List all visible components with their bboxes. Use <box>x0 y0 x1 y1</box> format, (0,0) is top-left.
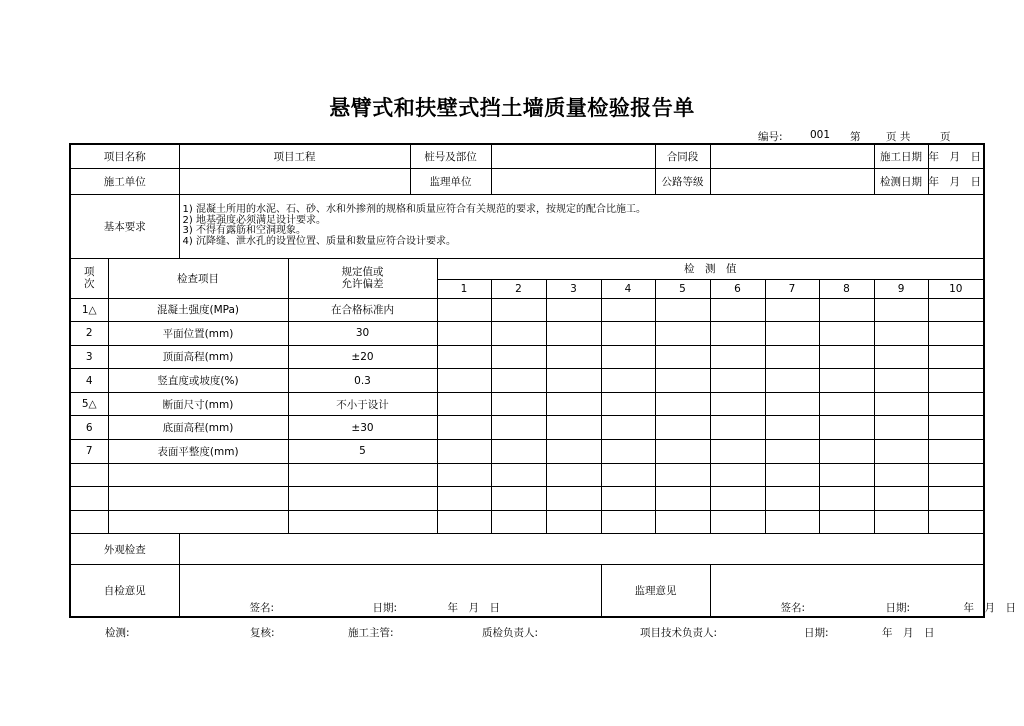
table-row <box>70 487 984 511</box>
measured-value-cell[interactable] <box>819 440 874 464</box>
tolerance-cell: 不小于设计 <box>288 392 437 416</box>
measured-value-cell[interactable] <box>874 463 928 487</box>
measured-value-cell[interactable] <box>710 487 765 511</box>
tolerance-cell <box>288 487 437 511</box>
measured-value-cell[interactable] <box>491 345 546 369</box>
self-check-label: 自检意见 <box>70 565 179 617</box>
item-no-cell: 2 <box>70 322 108 346</box>
measured-value-cell[interactable] <box>655 440 710 464</box>
measured-value-cell[interactable] <box>765 510 819 534</box>
supervision-label: 监理意见 <box>601 565 710 617</box>
measured-value-cell[interactable] <box>655 416 710 440</box>
item-no-cell: 6 <box>70 416 108 440</box>
supervisor-value[interactable] <box>491 168 655 194</box>
measured-value-cell[interactable] <box>928 416 984 440</box>
item-no-cell: 1△ <box>70 298 108 322</box>
appearance-check-label: 外观检查 <box>70 534 179 565</box>
measured-value-cell[interactable] <box>601 345 655 369</box>
measured-value-cell[interactable] <box>601 510 655 534</box>
check-item-cell <box>108 510 288 534</box>
table-row <box>70 369 984 393</box>
page-di: 第 <box>850 131 861 143</box>
measured-values-header: 检 测 值 <box>437 258 984 279</box>
table-row <box>70 322 984 346</box>
measured-value-cell[interactable] <box>655 510 710 534</box>
requirement-item: 4) 沉降缝、泄水孔的设置位置、质量和数量应符合设计要求。 <box>182 235 456 247</box>
measured-value-cell[interactable] <box>819 416 874 440</box>
measured-column-header: 2 <box>491 279 546 298</box>
measured-value-cell[interactable] <box>437 463 491 487</box>
measured-value-cell[interactable] <box>710 440 765 464</box>
measured-value-cell[interactable] <box>928 298 984 322</box>
contract-value[interactable] <box>710 144 874 168</box>
measured-value-cell[interactable] <box>601 322 655 346</box>
footer-ymd: 年 月 日 <box>882 627 935 639</box>
measured-column-header: 5 <box>655 279 710 298</box>
tolerance-header: 规定值或 允许偏差 <box>288 258 437 298</box>
measured-value-cell[interactable] <box>819 487 874 511</box>
table-row <box>70 440 984 464</box>
measured-value-cell[interactable] <box>491 369 546 393</box>
measured-value-cell[interactable] <box>437 440 491 464</box>
measured-value-cell[interactable] <box>546 345 601 369</box>
measured-value-cell[interactable] <box>765 463 819 487</box>
measured-value-cell[interactable] <box>874 510 928 534</box>
requirement-item: 3) 不得有露筋和空洞现象。 <box>182 225 306 236</box>
construction-date-label: 施工日期 <box>874 144 928 168</box>
supervisor-label: 监理单位 <box>410 168 491 194</box>
check-item-cell: 竖直度或坡度(%) <box>108 369 288 393</box>
measured-value-cell[interactable] <box>491 298 546 322</box>
contractor-value[interactable] <box>179 168 410 194</box>
inspection-form <box>69 143 1017 618</box>
measured-value-cell[interactable] <box>437 322 491 346</box>
tolerance-cell: 在合格标准内 <box>288 298 437 322</box>
requirement-item: 1) 混凝土所用的水泥、石、砂、水和外掺剂的规格和质量应符合有关规范的要求，按规定的配合比施工。 <box>182 204 646 215</box>
supervision-sign: 签名: <box>780 601 806 614</box>
measured-value-cell[interactable] <box>928 487 984 511</box>
measured-value-cell[interactable] <box>601 416 655 440</box>
check-item-header: 检查项目 <box>108 258 288 298</box>
measured-value-cell[interactable] <box>601 298 655 322</box>
measured-value-cell[interactable] <box>655 487 710 511</box>
measured-value-cell[interactable] <box>491 487 546 511</box>
measured-value-cell[interactable] <box>437 510 491 534</box>
check-item-cell: 顶面高程(mm) <box>108 345 288 369</box>
check-item-cell: 底面高程(mm) <box>108 416 288 440</box>
measured-value-cell[interactable] <box>437 392 491 416</box>
footer-qc-chief: 质检负责人: <box>482 627 539 639</box>
measured-value-cell[interactable] <box>546 487 601 511</box>
contract-label: 合同段 <box>655 144 710 168</box>
measured-value-cell[interactable] <box>437 345 491 369</box>
station-label: 桩号及部位 <box>410 144 491 168</box>
check-item-cell: 表面平整度(mm) <box>108 440 288 464</box>
measured-value-cell[interactable] <box>491 416 546 440</box>
measured-value-cell[interactable] <box>601 463 655 487</box>
item-no-header: 项 次 <box>70 258 108 298</box>
table-row <box>70 392 984 416</box>
contractor-label: 施工单位 <box>70 168 179 194</box>
measured-column-header: 10 <box>928 279 984 298</box>
measured-column-header: 3 <box>546 279 601 298</box>
measured-column-header: 8 <box>819 279 874 298</box>
supervision-area[interactable] <box>710 565 1017 617</box>
measured-value-cell[interactable] <box>437 369 491 393</box>
check-item-cell: 混凝土强度(MPa) <box>108 298 288 322</box>
basic-requirements-label: 基本要求 <box>70 194 179 258</box>
tolerance-cell: ±30 <box>288 416 437 440</box>
measured-value-cell[interactable] <box>928 440 984 464</box>
measured-column-header: 1 <box>437 279 491 298</box>
table-row <box>70 298 984 322</box>
footer-tech-chief: 项目技术负责人: <box>640 627 718 639</box>
page-gong: 页 共 <box>886 131 911 143</box>
self-check-date: 日期: <box>372 601 398 614</box>
measured-value-cell[interactable] <box>710 510 765 534</box>
self-check-sign: 签名: <box>249 601 275 614</box>
construction-date-value[interactable]: 年 月 日 <box>928 144 984 168</box>
measured-value-cell[interactable] <box>710 463 765 487</box>
measured-value-cell[interactable] <box>546 440 601 464</box>
measured-column-header: 7 <box>765 279 819 298</box>
footer-tester: 检测: <box>105 627 130 639</box>
measured-value-cell[interactable] <box>765 322 819 346</box>
measured-value-cell[interactable] <box>874 298 928 322</box>
supervision-ymd: 年 月 日 <box>963 601 1017 614</box>
tolerance-cell <box>288 463 437 487</box>
measured-value-cell[interactable] <box>874 392 928 416</box>
project-name-label: 项目名称 <box>70 144 179 168</box>
measured-value-cell[interactable] <box>819 369 874 393</box>
item-no-cell <box>70 487 108 511</box>
measured-value-cell[interactable] <box>710 392 765 416</box>
item-no-cell: 7 <box>70 440 108 464</box>
measured-value-cell[interactable] <box>819 298 874 322</box>
test-date-label: 检测日期 <box>874 168 928 194</box>
tolerance-cell: 30 <box>288 322 437 346</box>
measured-value-cell[interactable] <box>601 487 655 511</box>
supervision-date: 日期: <box>885 601 911 614</box>
measured-value-cell[interactable] <box>491 440 546 464</box>
measured-value-cell[interactable] <box>765 487 819 511</box>
appearance-check-value[interactable] <box>179 534 984 565</box>
self-check-ymd: 年 月 日 <box>447 601 500 614</box>
measured-value-cell[interactable] <box>874 369 928 393</box>
measured-value-cell[interactable] <box>491 392 546 416</box>
measured-value-cell[interactable] <box>765 416 819 440</box>
measured-value-cell[interactable] <box>819 322 874 346</box>
measured-value-cell[interactable] <box>491 463 546 487</box>
measured-column-header: 9 <box>874 279 928 298</box>
measured-value-cell[interactable] <box>928 345 984 369</box>
measured-value-cell[interactable] <box>928 510 984 534</box>
measured-value-cell[interactable] <box>928 392 984 416</box>
measured-value-cell[interactable] <box>655 345 710 369</box>
item-no-cell: 3 <box>70 345 108 369</box>
footer-date: 日期: <box>804 627 829 639</box>
measured-value-cell[interactable] <box>546 416 601 440</box>
measured-value-cell[interactable] <box>874 345 928 369</box>
measured-value-cell[interactable] <box>928 322 984 346</box>
measured-value-cell[interactable] <box>928 463 984 487</box>
measured-value-cell[interactable] <box>765 345 819 369</box>
measured-value-cell[interactable] <box>546 392 601 416</box>
measured-value-cell[interactable] <box>765 298 819 322</box>
tolerance-cell: 5 <box>288 440 437 464</box>
page-ye: 页 <box>940 131 951 143</box>
table-row <box>70 463 984 487</box>
measured-value-cell[interactable] <box>601 440 655 464</box>
test-date-value[interactable]: 年 月 日 <box>928 168 984 194</box>
measured-value-cell[interactable] <box>491 322 546 346</box>
report-title: 悬臂式和扶壁式挡土墙质量检验报告单 <box>329 96 695 120</box>
measured-value-cell[interactable] <box>546 322 601 346</box>
measured-value-cell[interactable] <box>437 487 491 511</box>
check-item-cell <box>108 487 288 511</box>
measured-value-cell[interactable] <box>928 369 984 393</box>
measured-value-cell[interactable] <box>437 298 491 322</box>
road-grade-value[interactable] <box>710 168 874 194</box>
measured-column-header: 4 <box>601 279 655 298</box>
tolerance-cell: ±20 <box>288 345 437 369</box>
table-row <box>70 510 984 534</box>
measured-value-cell[interactable] <box>601 392 655 416</box>
tolerance-cell: 0.3 <box>288 369 437 393</box>
table-row <box>70 416 984 440</box>
requirement-item: 2) 地基强度必须满足设计要求。 <box>182 214 326 226</box>
measured-value-cell[interactable] <box>765 369 819 393</box>
measured-value-cell[interactable] <box>491 510 546 534</box>
measured-value-cell[interactable] <box>710 345 765 369</box>
serial-label: 编号: <box>758 131 783 143</box>
measured-value-cell[interactable] <box>655 463 710 487</box>
item-no-cell: 5△ <box>70 392 108 416</box>
tolerance-cell <box>288 510 437 534</box>
measured-value-cell[interactable] <box>874 416 928 440</box>
basic-requirements-text <box>179 194 984 258</box>
serial-number: 001 <box>810 129 831 141</box>
measured-value-cell[interactable] <box>874 440 928 464</box>
measured-value-cell[interactable] <box>601 369 655 393</box>
measured-value-cell[interactable] <box>546 298 601 322</box>
measured-value-cell[interactable] <box>437 416 491 440</box>
measured-value-cell[interactable] <box>874 322 928 346</box>
measured-value-cell[interactable] <box>819 345 874 369</box>
measured-value-cell[interactable] <box>819 392 874 416</box>
check-item-cell: 平面位置(mm) <box>108 322 288 346</box>
check-item-cell: 断面尺寸(mm) <box>108 392 288 416</box>
item-no-cell <box>70 510 108 534</box>
measured-value-cell[interactable] <box>710 416 765 440</box>
measured-value-cell[interactable] <box>765 440 819 464</box>
self-check-area[interactable] <box>179 565 601 617</box>
measured-column-header: 6 <box>710 279 765 298</box>
measured-value-cell[interactable] <box>874 487 928 511</box>
road-grade-label: 公路等级 <box>655 168 710 194</box>
measured-value-cell[interactable] <box>655 322 710 346</box>
measured-value-cell[interactable] <box>710 322 765 346</box>
footer-reviewer: 复核: <box>250 627 275 639</box>
project-name-value[interactable]: 项目工程 <box>179 144 410 168</box>
station-value[interactable] <box>491 144 655 168</box>
footer-construction-chief: 施工主管: <box>348 627 394 639</box>
item-no-cell <box>70 463 108 487</box>
measured-value-cell[interactable] <box>546 510 601 534</box>
measured-value-cell[interactable] <box>819 463 874 487</box>
measured-value-cell[interactable] <box>819 510 874 534</box>
measured-value-cell[interactable] <box>546 463 601 487</box>
measured-value-cell[interactable] <box>655 369 710 393</box>
measured-value-cell[interactable] <box>655 392 710 416</box>
measured-value-cell[interactable] <box>546 369 601 393</box>
measured-value-cell[interactable] <box>710 298 765 322</box>
table-row <box>70 345 984 369</box>
measured-value-cell[interactable] <box>655 298 710 322</box>
measured-value-cell[interactable] <box>710 369 765 393</box>
check-item-cell <box>108 463 288 487</box>
measured-value-cell[interactable] <box>765 392 819 416</box>
item-no-cell: 4 <box>70 369 108 393</box>
